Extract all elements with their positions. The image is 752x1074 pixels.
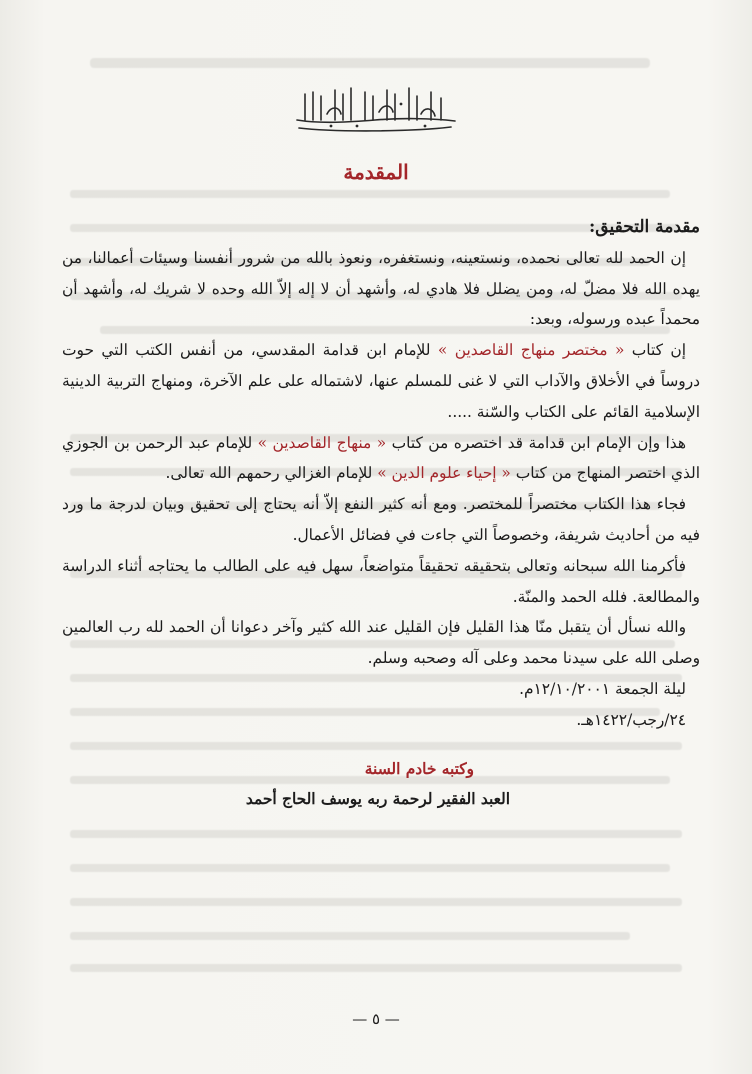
paragraph-3 — [62, 428, 700, 490]
paragraph-2-start: إن كتاب — [624, 341, 686, 360]
date-gregorian: ليلة الجمعة ١٢/١٠/٢٠٠١م. — [519, 679, 686, 698]
page-number: — ٥ — — [352, 1010, 400, 1028]
basmala-logo-icon — [291, 84, 461, 134]
signature-name: العبد الفقير لرحمة ربه يوسف الحاج أحمد — [245, 790, 510, 809]
date-hijri: ٢٤/رجب/١٤٢٢هـ. — [576, 710, 686, 729]
paragraph-2 — [62, 335, 700, 427]
book-title-mukhtasar: « مختصر منهاج القاصدين » — [437, 341, 625, 360]
book-title-minhaj: « منهاج القاصدين » — [257, 433, 387, 452]
paragraph-3-end: للإمام الغزالي رحمهم الله تعالى. — [165, 464, 378, 483]
page-title: المقدمة — [343, 160, 409, 184]
paragraph-6: والله نسأل أن يتقبل منّا هذا القليل فإن القليل عند الله كثير وآخر دعوانا أن الحمد لله رب العالمين وصلى الله على سيدنا محمد وعلى آله وصحبه وسلم. — [62, 618, 700, 668]
signature-title: وكتبه خادم السنة — [364, 759, 474, 778]
paragraph-4: فجاء هذا الكتاب مختصراً للمختصر. ومع أنه كثير النفع إلاّ أنه يحتاج إلى تحقيق وبيان لدرجة ما ورد فيه من أحاديث شريفة، وخصوصاً التي جاءت في فضائل الأعمال. — [62, 495, 700, 544]
paragraph-5: فأكرمنا الله سبحانه وتعالى بتحقيقه تحقيقاً متواضعاً، سهل فيه على الطالب ما يحتاجه أثناء الدراسة والمطالعة. فلله الحمد والمنّة. — [62, 556, 700, 606]
paragraph-3-start: هذا وإن الإمام ابن قدامة قد اختصره من كتاب — [386, 433, 686, 452]
paragraph-2-end: للإمام ابن قدامة المقدسي، من أنفس الكتب التي حوت دروساً في الأخلاق والآداب التي لا غنى للمسلم عنها، لاشتماله على علم الآخرة، ومنهاج التربية الدينية الإسلامية القائم على الكتاب والسّنة ..... — [62, 341, 700, 421]
book-title-ihya: « إحياء علوم الدين » — [377, 464, 511, 483]
paragraph-1: إن الحمد لله تعالى نحمده، ونستعينه، ونستغفره، ونعوذ بالله من شرور أنفسنا وسيئات أعمالنا، من يهده الله فلا مضلّ له، ومن يضلل فلا هادي له، وأشهد أن لا إله إلاّ الله وحده لا شريك له، وأشهد أن محمداً عبده ورسوله، وبعد: — [62, 248, 700, 329]
paragraph-3-middle: للإمام عبد الرحمن بن الجوزي الذي اختصر المنهاج من كتاب — [62, 433, 700, 483]
section-subtitle: مقدمة التحقيق: — [589, 217, 700, 237]
basmala-calligraphy — [0, 84, 752, 138]
signature-block — [62, 754, 700, 816]
body-text — [62, 212, 700, 815]
